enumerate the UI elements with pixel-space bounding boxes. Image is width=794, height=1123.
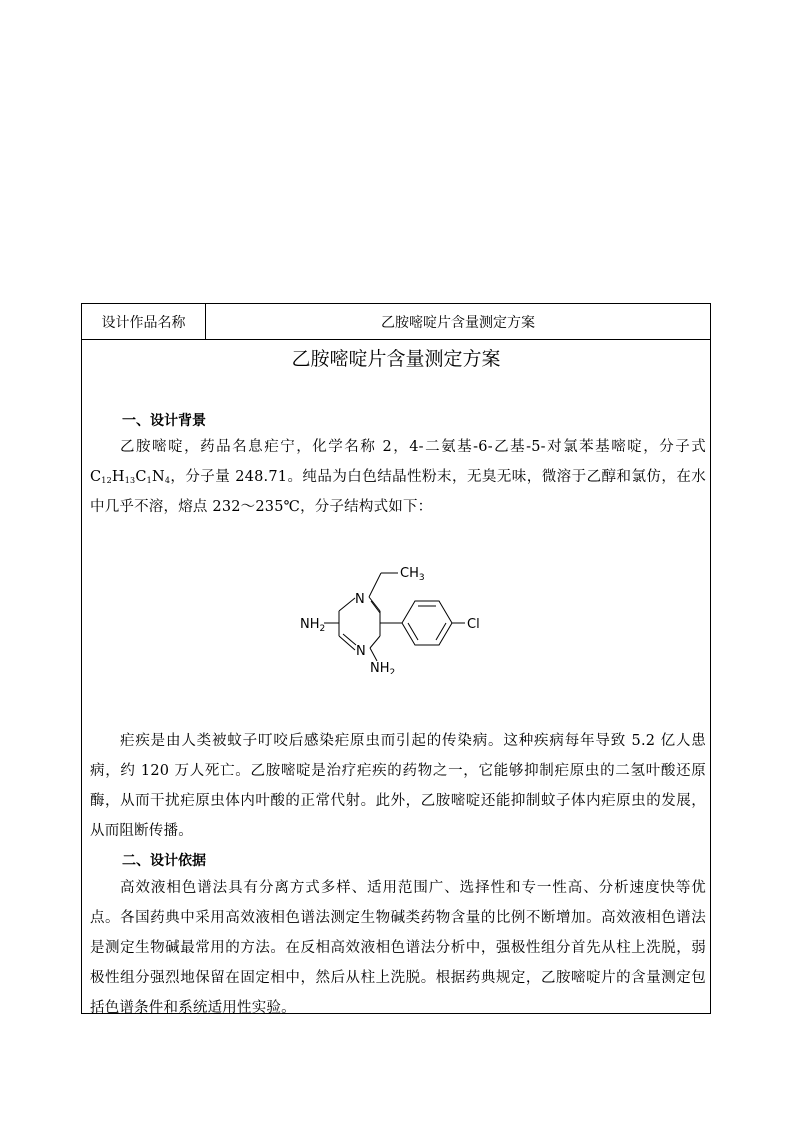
formula-element: H <box>111 469 125 485</box>
methyl-label: $CH_3$ <box>400 566 425 583</box>
document-table <box>81 303 711 1014</box>
paragraph-text-a: 乙胺嘧啶，药品名息疟宁，化学名称 2，4-二氨基-6-乙基-5-对氯苯基嘧啶，分子式 C <box>90 439 706 485</box>
paragraph-text-b: ，分子量 248.71。纯品为白色结晶性粉末，无臭无味，微溶于乙醇和氯仿，在水中几乎不溶，熔点 232～235℃，分子结构式如下： <box>90 469 706 515</box>
design-name-value: 乙胺嘧啶片含量测定方案 <box>381 314 535 331</box>
molecular-structure-diagram <box>272 559 512 674</box>
ring-nitrogen-top-label: N <box>355 592 365 607</box>
document-title: 乙胺嘧啶片含量测定方案 <box>291 348 501 370</box>
amino-bottom-label: $NH_2$ <box>370 661 396 674</box>
section-heading-background: 一、设计背景 <box>122 413 206 429</box>
ring-nitrogen-bottom-label: N <box>356 644 366 659</box>
section-heading-basis: 二、设计依据 <box>122 853 206 869</box>
formula-sub: 4 <box>164 476 171 485</box>
formula-sub: 13 <box>124 476 136 485</box>
design-name-label: 设计作品名称 <box>82 304 206 339</box>
formula-element: C <box>135 469 147 485</box>
paragraph-malaria: 疟疾是由人类被蚊子叮咬后感染疟原虫而引起的传染病。这种疾病每年导致 5.2 亿人患病，约 120 万人死亡。乙胺嘧啶是治疗疟疾的药物之一，它能够抑制疟原虫的二氢叶酸还原酶，从而干扰疟原虫体内叶酸的正常代射。此外，乙胺嘧啶还能抑制蚊子体内疟原虫的发展，从而阻断传播。 <box>90 733 706 839</box>
chlorine-label: Cl <box>467 617 480 632</box>
formula-sub: 1 <box>146 476 152 485</box>
amino-left-label: $NH_2$ <box>300 617 326 634</box>
formula-sub: 12 <box>101 476 112 485</box>
header-row <box>82 304 710 340</box>
paragraph-background <box>90 432 706 522</box>
paragraph-basis: 高效液相色谱法具有分离方式多样、适用范围广、选择性和专一性高、分析速度快等优点。各国药典中采用高效液相色谱法测定生物碱类药物含量的比例不断增加。高效液相色谱法是测定生物碱最常用的方法。在反相高效液相色谱法分析中，强极性组分首先从柱上洗脱，弱极性组分强烈地保留在固定相中，然后从柱上洗脱。根据药典规定，乙胺嘧啶片的含量测定包括色谱条件和系统适用性实验。 <box>90 880 706 1016</box>
formula-element: N <box>151 469 165 485</box>
